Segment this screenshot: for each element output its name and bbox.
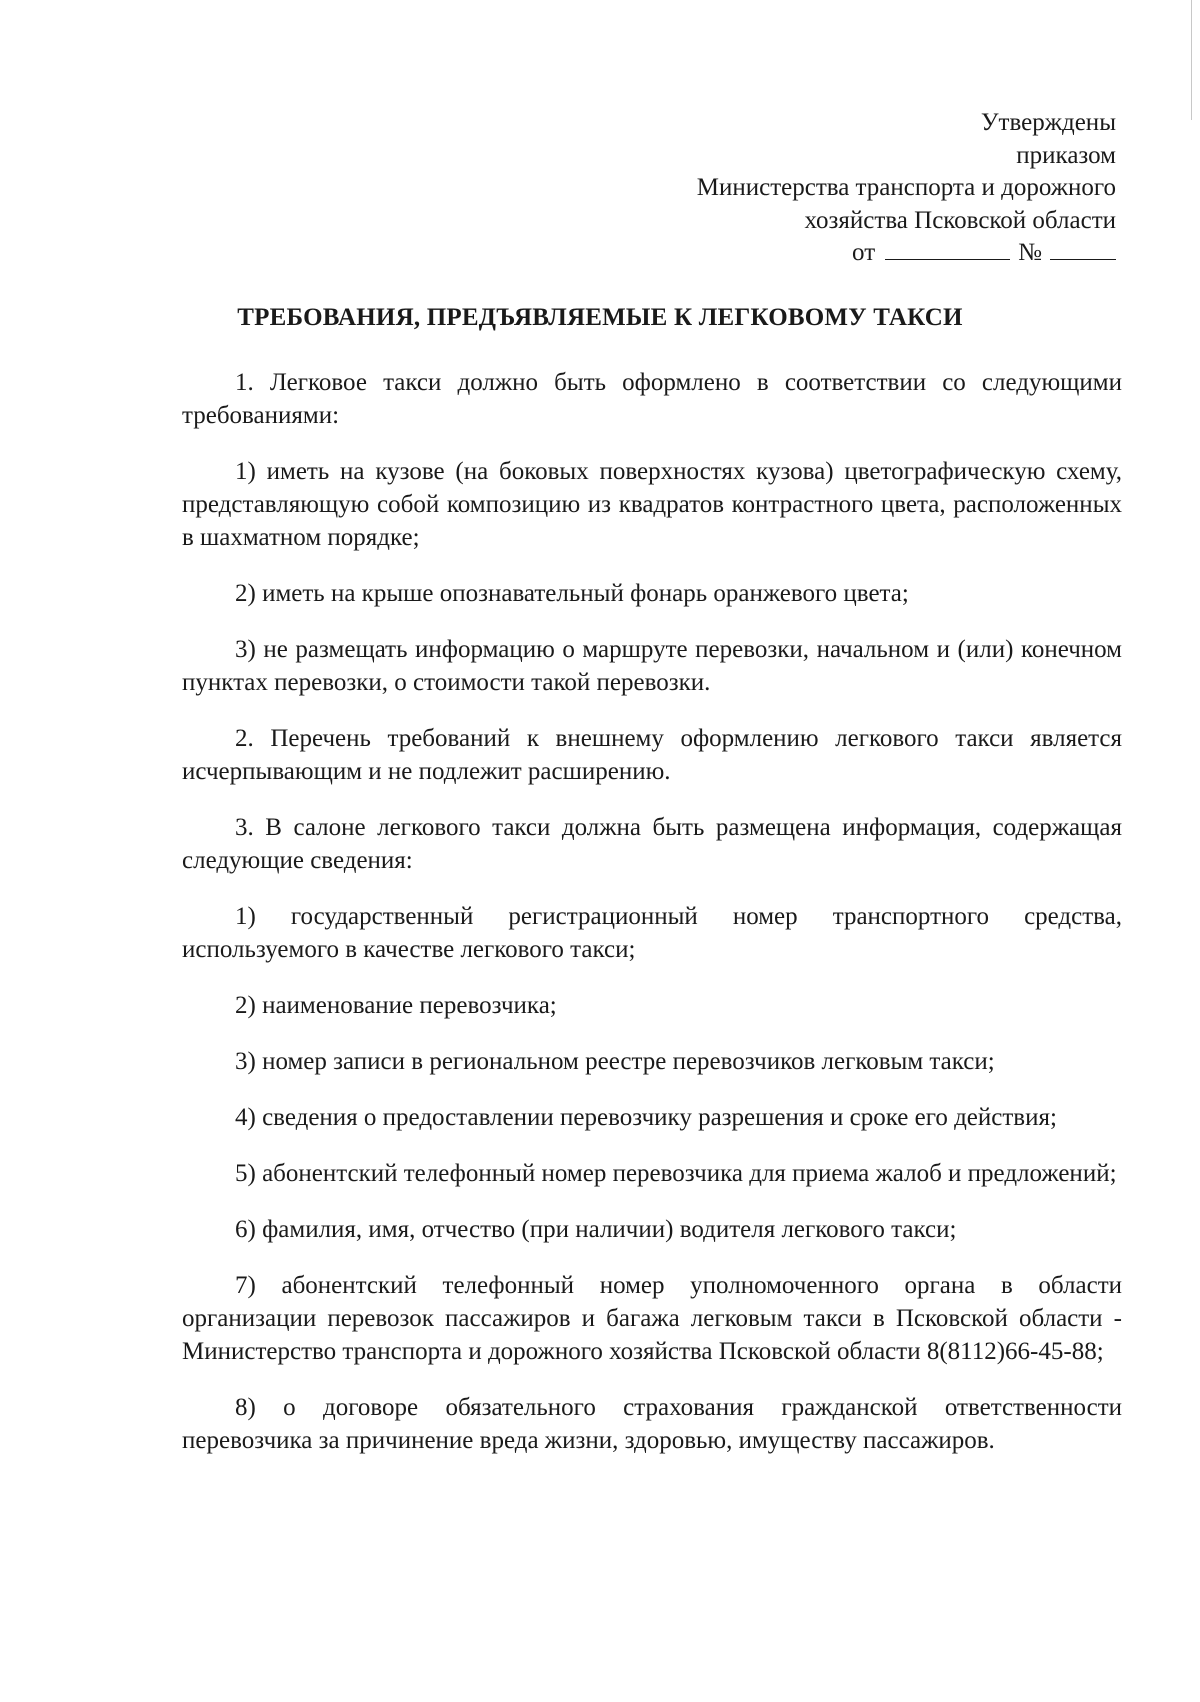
paragraph: 4) сведения о предоставлении перевозчику разрешения и сроке его действия; xyxy=(235,1104,1057,1131)
approval-line: приказом xyxy=(1016,141,1116,169)
paragraph: 6) фамилия, имя, отчество (при наличии) водителя легкового такси; xyxy=(235,1216,957,1243)
approval-line: Министерства транспорта и дорожного xyxy=(696,174,1116,201)
paragraph: 3. В салоне легкового такси должна быть размещена информация, содержащая следующие сведения: xyxy=(182,814,1122,874)
approval-line: хозяйства Псковской области xyxy=(804,206,1116,234)
approval-line: Утверждены xyxy=(980,109,1116,136)
paragraph: 1) государственный регистрационный номер транспортного средства, используемого в качестве легкового такси; xyxy=(182,903,1122,963)
date-prefix: от xyxy=(852,239,876,266)
document-body xyxy=(182,366,1122,1480)
paragraph: 8) о договоре обязательного страхования гражданской ответственности перевозчика за причинение вреда жизни, здоровью, имуществу пассажиров. xyxy=(182,1394,1122,1454)
paragraph: 2) иметь на крыше опознавательный фонарь оранжевого цвета; xyxy=(235,580,909,607)
approval-block xyxy=(556,107,1116,270)
scan-edge-mark xyxy=(1191,0,1192,120)
paragraph: 3) номер записи в региональном реестре перевозчиков легковым такси; xyxy=(235,1048,995,1075)
paragraph: 2) наименование перевозчика; xyxy=(235,992,557,1019)
paragraph: 1) иметь на кузове (на боковых поверхностях кузова) цветографическую схему, представляющую собой композицию из квадратов контрастного цвета, расположенных в шахматном порядке; xyxy=(182,458,1122,551)
approval-date-line xyxy=(556,237,1116,270)
paragraph: 3) не размещать информацию о маршруте перевозки, начальном и (или) конечном пунктах перевозки, о стоимости такой перевозки. xyxy=(182,636,1122,696)
paragraph: 2. Перечень требований к внешнему оформлению легкового такси является исчерпывающим и не подлежит расширению. xyxy=(182,725,1122,785)
paragraph: 7) абонентский телефонный номер уполномоченного органа в области организации перевозок пассажиров и багажа легковым такси в Псковской области - Министерство транспорта и дорожного хозяйства Псковской области 8(8112)66-45-88; xyxy=(182,1272,1122,1365)
document-title: ТРЕБОВАНИЯ, ПРЕДЪЯВЛЯЕМЫЕ К ЛЕГКОВОМУ ТАКСИ xyxy=(237,304,963,331)
paragraph: 5) абонентский телефонный номер перевозчика для приема жалоб и предложений; xyxy=(235,1160,1117,1187)
number-blank xyxy=(1050,237,1116,260)
number-sign: № xyxy=(1018,239,1042,266)
paragraph: 1. Легковое такси должно быть оформлено в соответствии со следующими требованиями: xyxy=(182,369,1122,429)
date-blank xyxy=(885,237,1010,260)
